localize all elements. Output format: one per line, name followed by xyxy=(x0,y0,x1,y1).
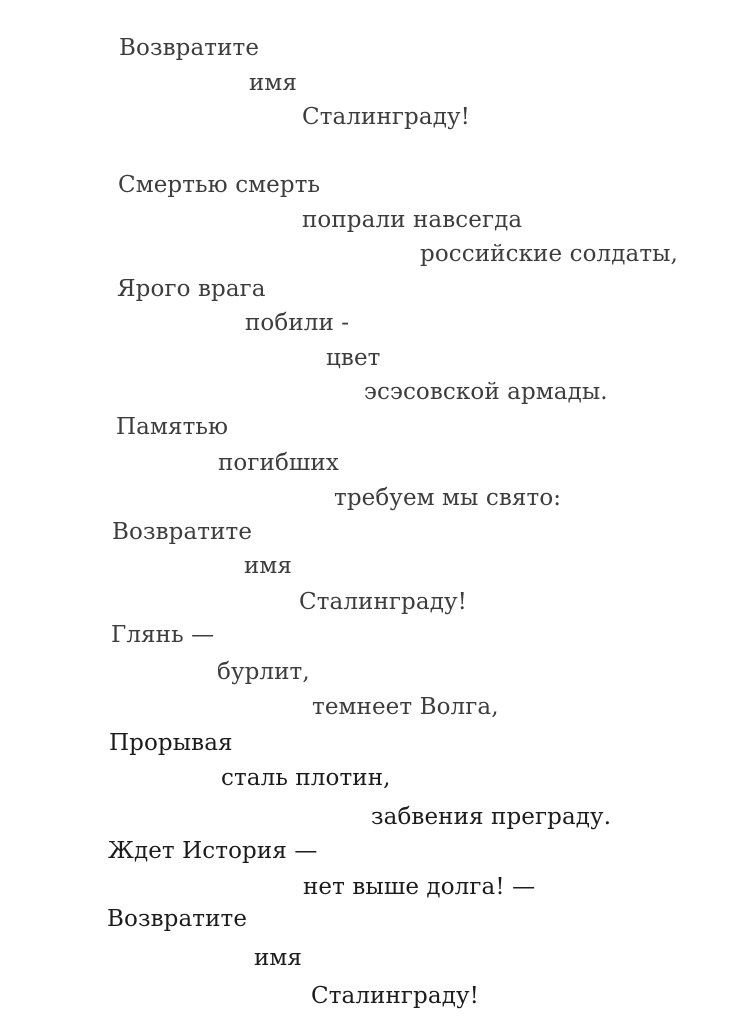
poem-line: Ярого врага xyxy=(117,276,266,302)
poem-line: имя xyxy=(244,553,293,579)
poem-line: забвения преграду. xyxy=(371,804,612,830)
poem-line: темнеет Волга, xyxy=(312,694,499,720)
poem-line: Прорывая xyxy=(109,730,233,756)
poem-line: Ждет История — xyxy=(108,838,318,864)
poem-line: имя xyxy=(254,945,303,971)
poem-line: погибших xyxy=(218,450,339,476)
poem-line: российские солдаты, xyxy=(420,241,678,267)
poem-line: Возвратите xyxy=(107,906,248,932)
poem-line: имя xyxy=(249,70,298,96)
poem-line: требуем мы свято: xyxy=(334,485,562,511)
poem-line: Сталинграду! xyxy=(299,589,467,615)
poem-line: эсэсовской армады. xyxy=(364,379,608,405)
poem-line: Глянь — xyxy=(111,622,215,648)
poem-line: попрали навсегда xyxy=(302,207,523,233)
poem-line: Сталинграду! xyxy=(311,983,479,1009)
poem-line: Возвратите xyxy=(112,519,253,545)
poem-line: Возвратите xyxy=(119,35,260,61)
poem-line: нет выше долга! — xyxy=(303,874,536,900)
poem-line: бурлит, xyxy=(217,659,310,685)
poem-line: побили - xyxy=(245,310,350,336)
poem-line: Сталинграду! xyxy=(302,104,470,130)
poem-line: Памятью xyxy=(116,414,229,440)
poem-line: Смертью смерть xyxy=(118,172,321,198)
poem-line: цвет xyxy=(326,345,381,371)
poem-line: сталь плотин, xyxy=(221,765,391,791)
